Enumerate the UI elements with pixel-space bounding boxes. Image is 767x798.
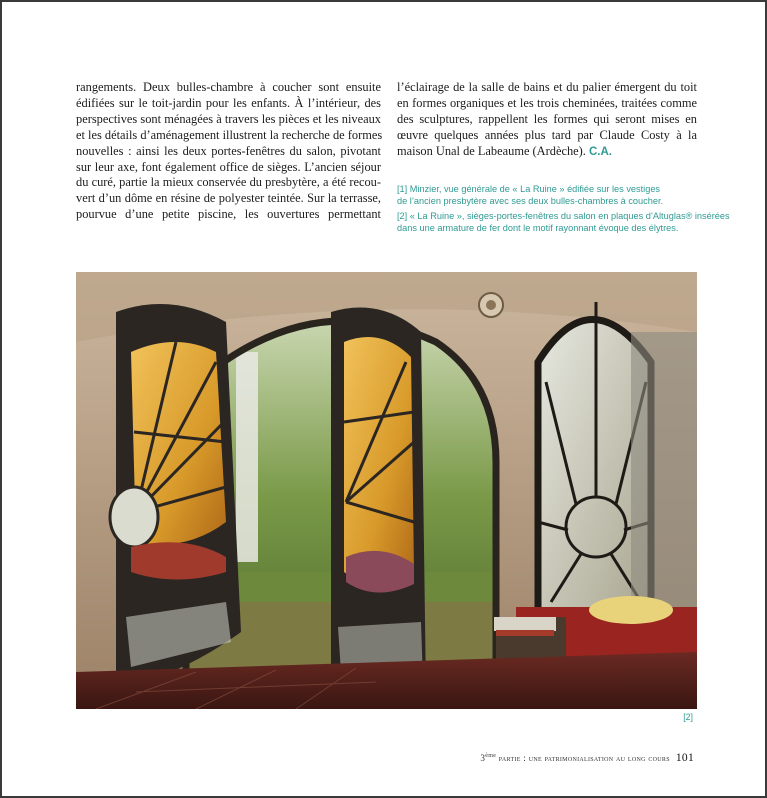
- body-line: l’éclairage de la salle de bains et du palier émergent du toit: [397, 80, 697, 94]
- caption-2-line-1: [2] « La Ruine », sièges-portes-fenêtres du salon en plaques d’Altuglas® insérées: [397, 211, 730, 221]
- body-line: du curé, partie la mieux conservée du presbytère, a été recou-: [76, 175, 381, 190]
- figure-captions: [397, 183, 730, 237]
- body-line: des sculptures, rappellent les formes qui seront mises en: [397, 111, 697, 126]
- interior-photo-drawing: [76, 272, 697, 709]
- body-column-right: [397, 80, 697, 161]
- page-number: 101: [675, 752, 694, 764]
- body-line: en formes organiques et les trois cheminées, traitées comme: [397, 95, 697, 110]
- body-line: [397, 144, 697, 161]
- body-line: rangements. Deux bulles-chambre à coucher sont ensuite: [76, 80, 381, 94]
- body-line: pourvue d’une petite piscine, les ouvertures permettant: [76, 207, 381, 222]
- photo-reference: [2]: [683, 712, 693, 722]
- body-line: édifiées sur le toit-jardin pour les enfants. À l’intérieur, des: [76, 95, 381, 110]
- body-line-text: maison Unal de Labeaume (Ardèche).: [397, 143, 586, 158]
- body-line: sur leur axe, font également office de sièges. L’ancien séjour: [76, 159, 381, 174]
- section-title: partie : une patrimonialisation au long cours: [496, 753, 670, 763]
- caption-2: [397, 210, 730, 234]
- caption-2-line-2: dans une armature de fer dont le motif rayonnant évoque des élytres.: [397, 223, 679, 233]
- interior-photo: [76, 272, 697, 709]
- body-line: œuvre quelques années plus tard par Claude Costy à la: [397, 127, 697, 142]
- body-line: nouvelles : ainsi les deux portes-fenêtres du salon, pivotant: [76, 143, 381, 158]
- body-line: et les détails d’aménagement illustrent la recherche de formes: [76, 127, 383, 142]
- caption-1: [397, 183, 702, 207]
- caption-1-line-1: [1] Minzier, vue générale de « La Ruine » édifiée sur les vestiges: [397, 184, 661, 194]
- part-number: 3: [480, 753, 486, 763]
- author-initials: C.A.: [588, 145, 612, 158]
- page-footer: [480, 752, 694, 764]
- body-line: perspectives sont ménagées à travers les pièces et les niveaux: [76, 111, 381, 126]
- body-line: vert d’un dôme en résine de polyester teintée. Sur la terrasse,: [76, 191, 381, 206]
- part-superscript: ème: [485, 752, 497, 759]
- body-column-left: [76, 80, 381, 223]
- caption-1-line-2: de l’ancien presbytère avec ses deux bulles-chambres à coucher.: [397, 196, 664, 206]
